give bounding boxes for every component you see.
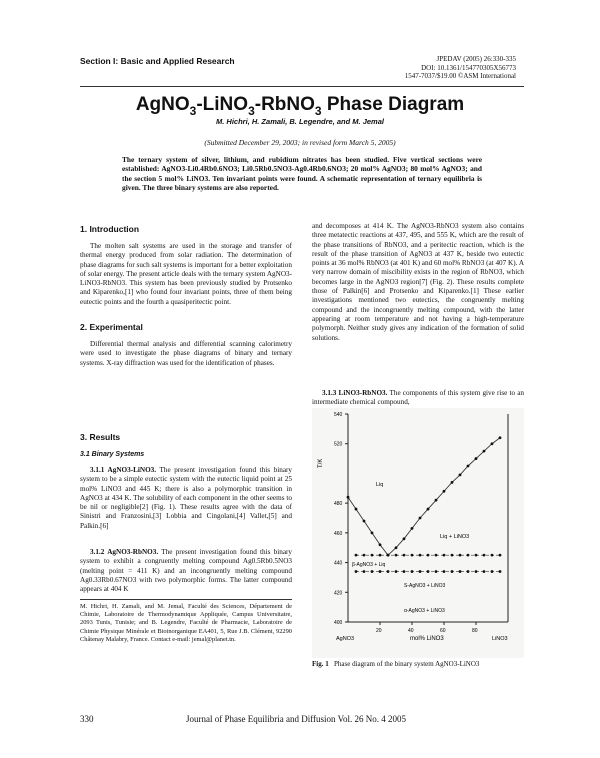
header-rule xyxy=(80,86,524,87)
data-point xyxy=(499,554,502,557)
authors: M. Hichri, H. Zamali, B. Legendre, and M. Jemal xyxy=(216,117,384,126)
region-s-agno3-lino3: S-AgNO3 + LiNO3 xyxy=(404,583,446,589)
data-point xyxy=(491,554,494,557)
submitted-date: (Submitted December 29, 2003; in revised form March 5, 2005) xyxy=(204,138,396,147)
y-tick-label: 420 xyxy=(334,590,343,597)
data-point xyxy=(467,465,470,468)
x-tick-label: 40 xyxy=(408,628,414,634)
data-point xyxy=(435,499,438,502)
data-point xyxy=(355,554,358,557)
data-point xyxy=(419,554,422,557)
data-point xyxy=(379,570,382,573)
data-point xyxy=(475,570,478,573)
column2-text: and decomposes at 414 K. The AgNO3-RbNO3 system also contains three metatectic reactions at 437, 495, and 555 K, which are the result of the phase transitions of RbNO3, and a peritectic reaction, which is the result of the phase transition of AgNO3 at 437 K, beside two eutectic points at 36 mol% RbNO3 (at 401 K) and 60 mol% RbNO3 (at 407 K). A very narrow domain of miscibility exists in the region of RbNO3, which becomes large in the AgNO3 region[7] (Fig. 2). These results complete those of Palkin[6] and Protsenko and Kiparenko.[1] These earlier investigations mentioned two eutectics, the congruently melting compound and the incongruently melting compound, with the latter appearing at room temperature and not having a high-temperature polymorph. Neither study gives any indication of the formation of solid solutions. xyxy=(312,222,525,342)
data-point xyxy=(403,537,406,540)
page-number: 330 xyxy=(80,714,94,724)
data-point xyxy=(371,531,374,534)
journal-line-2: DOI: 10.1361/154770305X56773 xyxy=(421,63,516,72)
y-tick-label: 460 xyxy=(334,530,343,537)
data-point xyxy=(443,490,446,493)
data-point xyxy=(395,546,398,549)
data-point xyxy=(499,570,502,573)
figure-caption: Fig. 1 Phase diagram of the binary system AgNO3-LiNO3 xyxy=(312,660,480,668)
data-point xyxy=(387,570,390,573)
data-point xyxy=(411,527,414,530)
affiliation: M. Hichri, H. Zamali, and M. Jemal, Faculté des Sciences, Département de Chimie, Laboratoire de Thermodynamique Appliquée, Campus Universitaire, 2093 Tunis, Tunisie; and B. Legendre, Faculté de Pharmacie, Laboratoire de Chimie Physique Minérale et Bioinorganique EA401, 5, Rue J.B. Clément, 92290 Châtenay Malabry, France. Contact e-mail: jemal@planet.tn. xyxy=(80,603,292,643)
y-axis-label: T/K xyxy=(318,458,324,468)
experimental-text: Differential thermal analysis and differential scanning calorimetry were used to investigate the phase diagrams of binary and ternary systems. X-ray diffraction was used for the identification of phases. xyxy=(80,340,292,367)
data-point xyxy=(411,554,414,557)
data-point xyxy=(419,570,422,573)
data-point xyxy=(347,496,350,499)
data-point xyxy=(451,570,454,573)
data-point xyxy=(443,570,446,573)
data-point xyxy=(459,554,462,557)
data-point xyxy=(467,554,470,557)
left-end-label: AgNO3 xyxy=(336,636,355,642)
data-point xyxy=(411,570,414,573)
x-tick-label: 20 xyxy=(376,628,382,634)
y-tick-label: 540 xyxy=(334,412,343,418)
paper-title: AgNO$_3$-LiNO$_3$-RbNO$_3$ Phase Diagram xyxy=(135,94,465,118)
data-point xyxy=(363,570,366,573)
data-point xyxy=(459,474,462,477)
data-point xyxy=(379,554,382,557)
data-point xyxy=(435,554,438,557)
data-point xyxy=(491,570,494,573)
figure-background xyxy=(312,408,524,658)
affiliation-rule xyxy=(80,599,292,600)
journal-line-3: 1547-7037/$19.00 ©ASM International xyxy=(404,72,516,81)
data-point xyxy=(435,570,438,573)
right-end-label: LiNO3 xyxy=(492,636,508,642)
intro-text: The molten salt systems are used in the storage and transfer of thermal energy produced from solar radiation. The determination of phase diagrams for such salt systems is important for a better exploitation of solar energy. The present article deals with the ternary system AgNO3-LiNO3-RbNO3. This system has been previously studied by Protsenko and Kiparenko,[1] who found four invariant points, three of them being eutectic points and the fourth a quasiperitectic point. xyxy=(80,242,292,306)
data-point xyxy=(379,543,382,546)
data-point xyxy=(427,554,430,557)
data-point xyxy=(403,570,406,573)
data-point xyxy=(403,554,406,557)
figure-1-phase-diagram xyxy=(312,408,524,658)
data-point xyxy=(467,570,470,573)
section-311: 3.1.1 AgNO3-LiNO3. The present investigation found this binary system to be a simple eutectic system with the eutectic liquid point at 25 mol% LiNO3 and 445 K; there is also a polymorphic transition in AgNO3 at 434 K. The solubility of each component in the other seems to be nil or negligible[2] (Fig. 1). These results agree with the data of Sinistri and Franzosini,[3] Lobbia and Cingolani,[4] Vallet,[5] and Palkin.[6] xyxy=(80,466,292,530)
data-point xyxy=(363,520,366,523)
data-point xyxy=(427,508,430,511)
data-point xyxy=(427,570,430,573)
experimental-heading: 2. Experimental xyxy=(80,322,143,332)
data-point xyxy=(395,570,398,573)
x-tick-label: 80 xyxy=(472,628,478,634)
section-312: 3.1.2 AgNO3-RbNO3. The present investigation found this binary system to exhibit a congruently melting compound Ag0.5Rb0.5NO3 (melting point = 411 K) and an incongruently melting compound Ag0.33Rb0.67NO3 with two polymorphic forms. The latter compound appears at 404 K xyxy=(80,548,293,594)
y-tick-label: 400 xyxy=(334,620,343,626)
footer-journal: Journal of Phase Equilibria and Diffusion Vol. 26 No. 4 2005 xyxy=(186,714,406,724)
journal-line-1: JPEDAV (2005) 26:330-335 xyxy=(436,55,516,63)
data-point xyxy=(499,436,502,439)
data-point xyxy=(475,457,478,460)
data-point xyxy=(443,554,446,557)
data-point xyxy=(371,570,374,573)
data-point xyxy=(491,442,494,445)
data-point xyxy=(371,554,374,557)
region-beta-agno3-liq: β-AgNO3 + Liq xyxy=(352,562,386,568)
data-point xyxy=(387,554,390,557)
binary-systems-heading: 3.1 Binary Systems xyxy=(80,451,145,458)
y-tick-label: 480 xyxy=(334,501,343,508)
section-313: 3.1.3 LiNO3-RbNO3. The components of this system give rise to an intermediate chemical compound, xyxy=(312,389,525,407)
data-point xyxy=(459,570,462,573)
data-point xyxy=(395,554,398,557)
data-point xyxy=(483,554,486,557)
region-alpha-agno3-lino3: α-AgNO3 + LiNO3 xyxy=(404,608,445,614)
data-point xyxy=(355,508,358,511)
data-point xyxy=(451,554,454,557)
data-point xyxy=(475,554,478,557)
intro-heading: 1. Introduction xyxy=(80,224,140,234)
data-point xyxy=(363,554,366,557)
data-point xyxy=(483,450,486,453)
x-axis-label: mol% LiNO3 xyxy=(410,636,444,642)
section-label: Section I: Basic and Applied Research xyxy=(80,56,235,66)
region-liq: Liq xyxy=(376,482,384,488)
y-tick-label: 520 xyxy=(334,441,343,448)
journal-info xyxy=(405,55,516,81)
data-point xyxy=(419,517,422,520)
data-point xyxy=(483,570,486,573)
abstract: The ternary system of silver, lithium, and rubidium nitrates has been studied. Five vertical sections were established: AgNO3-Li0.4Rb0.6NO3; Li0.5Rb0.5NO3-Ag0.4Rb0.6NO3; 20 mol% AgNO3; 80 mol% AgNO3; and the section 5 mol% LiNO3. Ten invariant points were found. A schematic representation of ternary equilibria is given. The three binary systems are also reported. xyxy=(122,155,482,192)
region-liq-lino3: Liq + LiNO3 xyxy=(440,534,470,540)
data-point xyxy=(355,570,358,573)
results-heading: 3. Results xyxy=(80,432,121,442)
data-point xyxy=(451,481,454,484)
y-tick-label: 440 xyxy=(334,560,343,567)
x-tick-label: 60 xyxy=(440,628,446,634)
